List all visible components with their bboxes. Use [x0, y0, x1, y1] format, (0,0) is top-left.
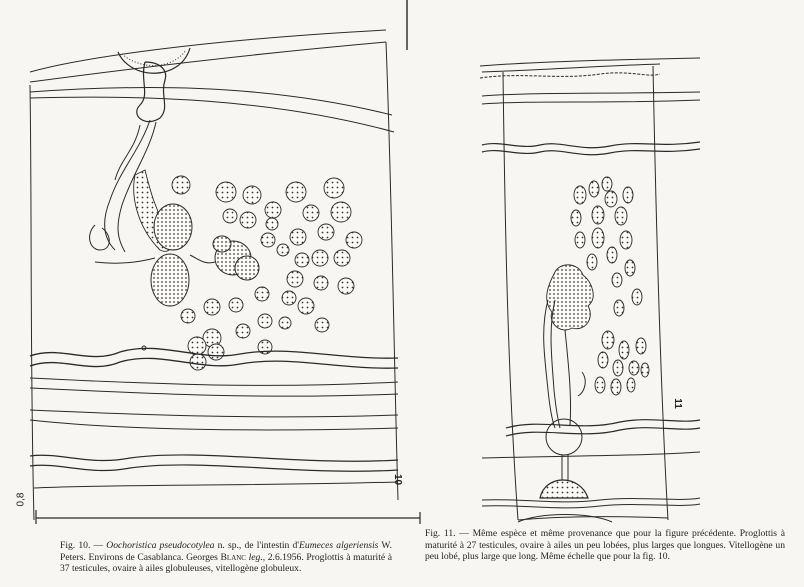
figure-11-number: 11 [671, 398, 683, 409]
caption-10-leg: leg. [248, 551, 263, 563]
figure-11-caption: Fig. 11. — Même espèce et même provenance que pour la figure précédente. Proglottis à maturité à 27 testicules, ovaire à ailes un peu lobées, plus larges que longues. Vitellogène un peu lobé, plus large que long. Même échelle que pour la fig. 10. [425, 528, 785, 563]
caption-10-species: Oochoristica pseudocotylea [106, 540, 215, 551]
caption-10-text-1: n. sp., de l'intestin d' [214, 540, 300, 551]
caption-10-host: Eumeces algeriensis [299, 540, 379, 551]
figure-10-caption [60, 540, 392, 575]
caption-10-collector: Blanc [220, 551, 246, 563]
figure-10-number: 10 [392, 473, 404, 486]
figure-10-drawing [30, 0, 420, 524]
caption-10-fig: Fig. 10. — [60, 540, 104, 551]
caption-10-text-2: W. Peters. Environs de Casablanca. Georges [60, 540, 392, 563]
figure-11-drawing [480, 58, 700, 522]
scale-bar-label: 0,8 [15, 492, 27, 507]
caption-10-text-3: , 2.6.1956. Proglottis à maturité à 37 testicules, ovaire à ailes globuleuses, vitellogène globuleux. [60, 551, 392, 575]
